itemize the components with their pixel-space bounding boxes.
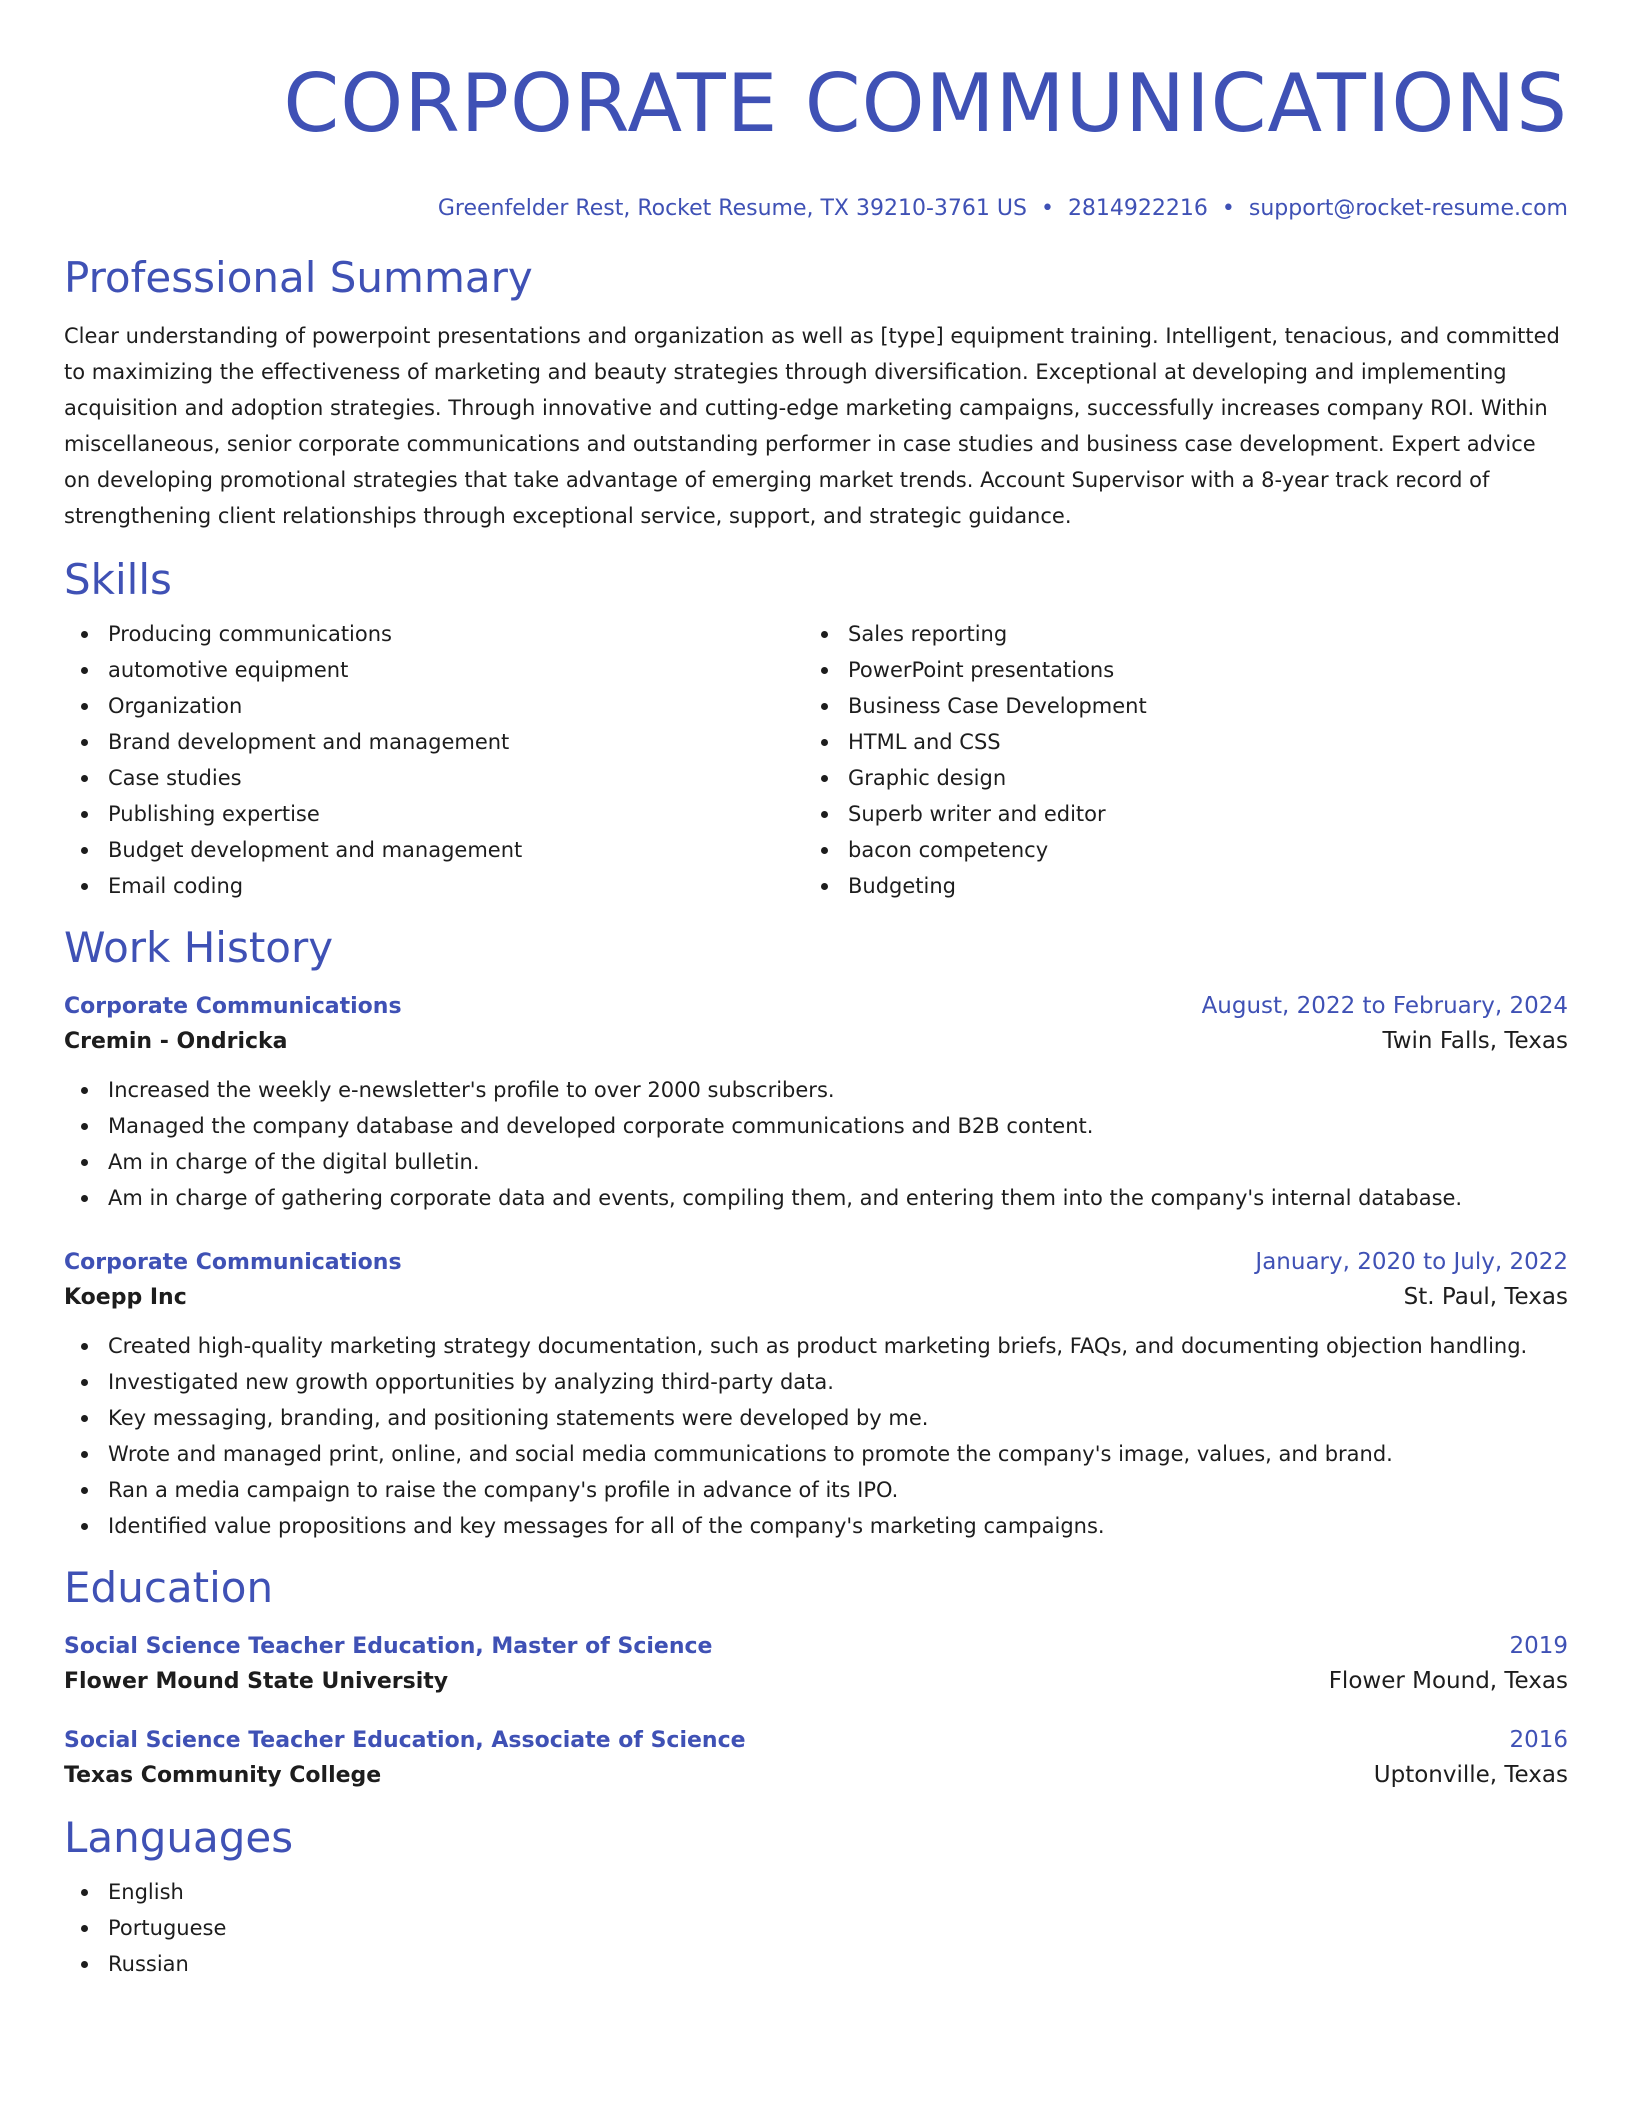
job-bullet: Identified value propositions and key messages for all of the company's marketing campaigns. xyxy=(64,1508,1568,1544)
section-title-languages: Languages xyxy=(64,1813,294,1862)
job-dates: January, 2020 to July, 2022 xyxy=(1255,1249,1568,1275)
education-location: Flower Mound, Texas xyxy=(1328,1668,1568,1694)
job-subheader xyxy=(64,1023,1568,1060)
job-bullet: Am in charge of gathering corporate data and events, compiling them, and entering them into the company's internal database. xyxy=(64,1180,1568,1216)
job-bullet: Key messaging, branding, and positioning statements were developed by me. xyxy=(64,1400,1568,1436)
job-entry xyxy=(64,1246,1568,1544)
section-title-work-history: Work History xyxy=(64,923,334,972)
summary-text: Clear understanding of powerpoint presentations and organization as well as [type] equipment training. Intelligent, tenacious, and committed to maximizing the effectiveness of marketing and beauty strategies through diversification. Exceptional at developing and implementing acquisition and adoption strategies. Through innovative and cutting-edge marketing campaigns, successfully increases company ROI. Within miscellaneous, senior corporate communications and outstanding performer in case studies and business case development. Expert advice on developing promotional strategies that take advantage of emerging market trends. Account Supervisor with a 8-year track record of strengthening client relationships through exceptional service, support, and strategic guidance. xyxy=(64,324,1560,528)
phone-text: 2814922216 xyxy=(1067,196,1208,221)
skill-item: Budget development and management xyxy=(64,832,804,868)
job-subheader xyxy=(64,1279,1568,1316)
education-year: 2019 xyxy=(1509,1633,1568,1659)
skill-item: Publishing expertise xyxy=(64,796,804,832)
languages-list xyxy=(64,1874,1568,1982)
education-school: Texas Community College xyxy=(64,1763,382,1788)
job-bullets xyxy=(64,1328,1568,1544)
education-subheader xyxy=(64,1757,1568,1794)
job-bullet: Increased the weekly e-newsletter's profile to over 2000 subscribers. xyxy=(64,1072,1568,1108)
job-bullets xyxy=(64,1072,1568,1216)
resume-header xyxy=(64,52,1568,224)
email-link[interactable]: support@rocket-resume.com xyxy=(1248,196,1568,221)
education-header xyxy=(64,1630,1568,1663)
skill-item: PowerPoint presentations xyxy=(804,652,1544,688)
skills-list-right xyxy=(804,616,1544,904)
education-entry xyxy=(64,1630,1568,1700)
education-degree: Social Science Teacher Education, Associate of Science xyxy=(64,1728,746,1753)
job-role: Corporate Communications xyxy=(64,994,402,1019)
skills-list-left xyxy=(64,616,804,904)
education-entry xyxy=(64,1724,1568,1794)
job-bullet: Wrote and managed print, online, and social media communications to promote the company's image, values, and brand. xyxy=(64,1436,1568,1472)
job-bullet: Ran a media campaign to raise the company's profile in advance of its IPO. xyxy=(64,1472,1568,1508)
education-degree: Social Science Teacher Education, Master of Science xyxy=(64,1634,713,1659)
address-text: Greenfelder Rest, Rocket Resume, TX 39210-3761 US xyxy=(437,196,1027,221)
skill-item: automotive equipment xyxy=(64,652,804,688)
skill-item: Producing communications xyxy=(64,616,804,652)
job-company: Koepp Inc xyxy=(64,1285,187,1310)
job-bullet: Am in charge of the digital bulletin. xyxy=(64,1144,1568,1180)
job-location: Twin Falls, Texas xyxy=(1382,1028,1568,1054)
skill-item: Email coding xyxy=(64,868,804,904)
skill-item: HTML and CSS xyxy=(804,724,1544,760)
job-entry xyxy=(64,990,1568,1216)
skills-grid xyxy=(64,616,1568,904)
job-header xyxy=(64,990,1568,1023)
skill-item: Superb writer and editor xyxy=(804,796,1544,832)
skill-item: Organization xyxy=(64,688,804,724)
separator-dot: • xyxy=(1221,196,1235,221)
skill-item: bacon competency xyxy=(804,832,1544,868)
language-item: Russian xyxy=(64,1946,1568,1982)
summary-block xyxy=(64,318,1568,534)
skill-item: Sales reporting xyxy=(804,616,1544,652)
education-year: 2016 xyxy=(1509,1727,1568,1753)
job-dates: August, 2022 to February, 2024 xyxy=(1201,993,1568,1019)
skill-item: Budgeting xyxy=(804,868,1544,904)
skill-item: Graphic design xyxy=(804,760,1544,796)
education-school: Flower Mound State University xyxy=(64,1669,449,1694)
candidate-name: CORPORATE COMMUNICATIONS xyxy=(283,57,1568,150)
language-item: Portuguese xyxy=(64,1910,1568,1946)
job-role: Corporate Communications xyxy=(64,1250,402,1275)
job-location: St. Paul, Texas xyxy=(1403,1284,1568,1310)
separator-dot: • xyxy=(1040,196,1054,221)
education-subheader xyxy=(64,1663,1568,1700)
job-bullet: Investigated new growth opportunities by analyzing third-party data. xyxy=(64,1364,1568,1400)
job-company: Cremin - Ondricka xyxy=(64,1029,288,1054)
job-bullet: Managed the company database and developed corporate communications and B2B content. xyxy=(64,1108,1568,1144)
section-title-skills: Skills xyxy=(64,555,172,604)
education-location: Uptonville, Texas xyxy=(1373,1762,1568,1788)
section-title-education: Education xyxy=(64,1563,274,1612)
job-bullet: Created high-quality marketing strategy documentation, such as product marketing briefs, FAQs, and documenting objection handling. xyxy=(64,1328,1568,1364)
contact-line xyxy=(64,194,1568,224)
skill-item: Business Case Development xyxy=(804,688,1544,724)
language-item: English xyxy=(64,1874,1568,1910)
job-header xyxy=(64,1246,1568,1279)
skill-item: Brand development and management xyxy=(64,724,804,760)
skill-item: Case studies xyxy=(64,760,804,796)
education-header xyxy=(64,1724,1568,1757)
section-title-summary: Professional Summary xyxy=(64,253,533,302)
